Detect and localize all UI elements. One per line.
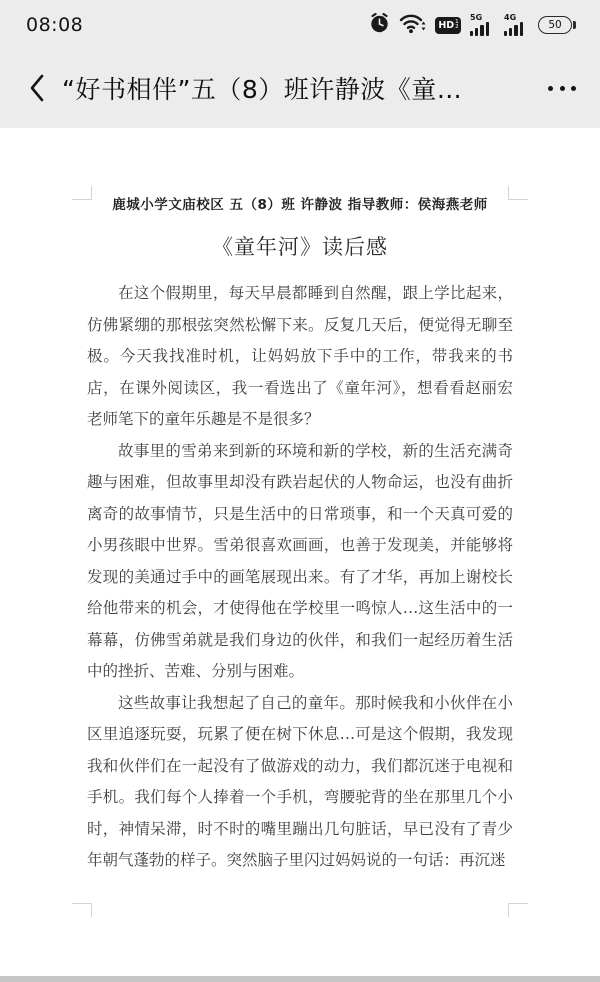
paragraph-2: 故事里的雪弟来到新的环境和新的学校，新的生活充满奇趣与困难，但故事里却没有跌岩起伏的人物命运，也没有曲折离奇的故事情节，只是生活中的日常琐事，和一个天真可爱的小男孩眼中世界。雪弟很喜欢画画，也善于发现美，并能够将发现的美通过手中的画笔展现出来。有了才华，再加上谢校长给他带来的机会，才使得他在学校里一鸣惊人…这生活中的一幕幕，仿佛雪弟就是我们身边的伙伴，和我们一起经历着生活中的挫折、苦难、分别与困难。: [87, 441, 513, 680]
document-body: [87, 278, 513, 877]
clock-time: 08:08: [26, 14, 84, 36]
text-boundary-mark-top-left: [72, 186, 92, 200]
chevron-left-icon: [29, 73, 45, 103]
text-boundary-mark-bottom-right: [508, 903, 528, 917]
alarm-icon: [369, 13, 390, 38]
page-edge-strip: [0, 976, 600, 982]
hd-volte-badge: HD 1 2: [435, 17, 461, 34]
signal-4g-icon: 4G: [504, 14, 529, 37]
status-bar: [0, 0, 600, 48]
status-icons: [369, 13, 572, 38]
document-title: 《童年河》读后感: [212, 235, 388, 259]
paragraph-1: 在这个假期里，每天早晨都睡到自然醒，跟上学比起来，仿佛紧绷的那根弦突然松懈下来。反复几天后，便觉得无聊至极。今天我找准时机，让妈妈放下手中的工作，带我来的书店，在课外阅读区，我一看选出了《童年河》，想看看赵丽宏老师笔下的童年乐趣是不是很多？: [87, 284, 513, 428]
text-boundary-mark-top-right: [508, 186, 528, 200]
signal-bars: [470, 22, 489, 36]
more-dots-icon: [548, 86, 553, 91]
document-byline: 鹿城小学文庙校区 五（8）班 许静波 指导教师：侯海燕老师: [112, 197, 488, 213]
nav-bar: [0, 48, 600, 128]
signal-5g-icon: 5G: [470, 14, 495, 37]
battery-nub: [573, 21, 576, 29]
battery-icon: [538, 16, 572, 34]
document-title-bar-text: “好书相伴”五（8）班许静波《童…: [62, 75, 463, 104]
battery-percent: 50: [548, 19, 562, 31]
wifi-icon: [399, 13, 426, 38]
more-menu-button[interactable]: [546, 76, 578, 101]
hd-sim-numbers: 1 2: [455, 18, 459, 30]
document-page[interactable]: [0, 128, 600, 976]
paragraph-3: 这些故事让我想起了自己的童年。那时候我和小伙伴在小区里追逐玩耍，玩累了便在树下休息…可是这个假期，我发现我和伙伴们在一起没有了做游戏的动力，我们都沉迷于电视和手机。我们每个人捧着一个手机，弯腰驼背的坐在那里几个小时，神情呆滞，时不时的嘴里蹦出几句脏话，早已没有了青少年朝气蓬勃的样子。突然脑子里闪过妈妈说的一句话：再沉迷: [87, 693, 513, 869]
text-boundary-mark-bottom-left: [72, 903, 92, 917]
signal-bars: [504, 22, 523, 36]
back-button[interactable]: [22, 66, 52, 110]
